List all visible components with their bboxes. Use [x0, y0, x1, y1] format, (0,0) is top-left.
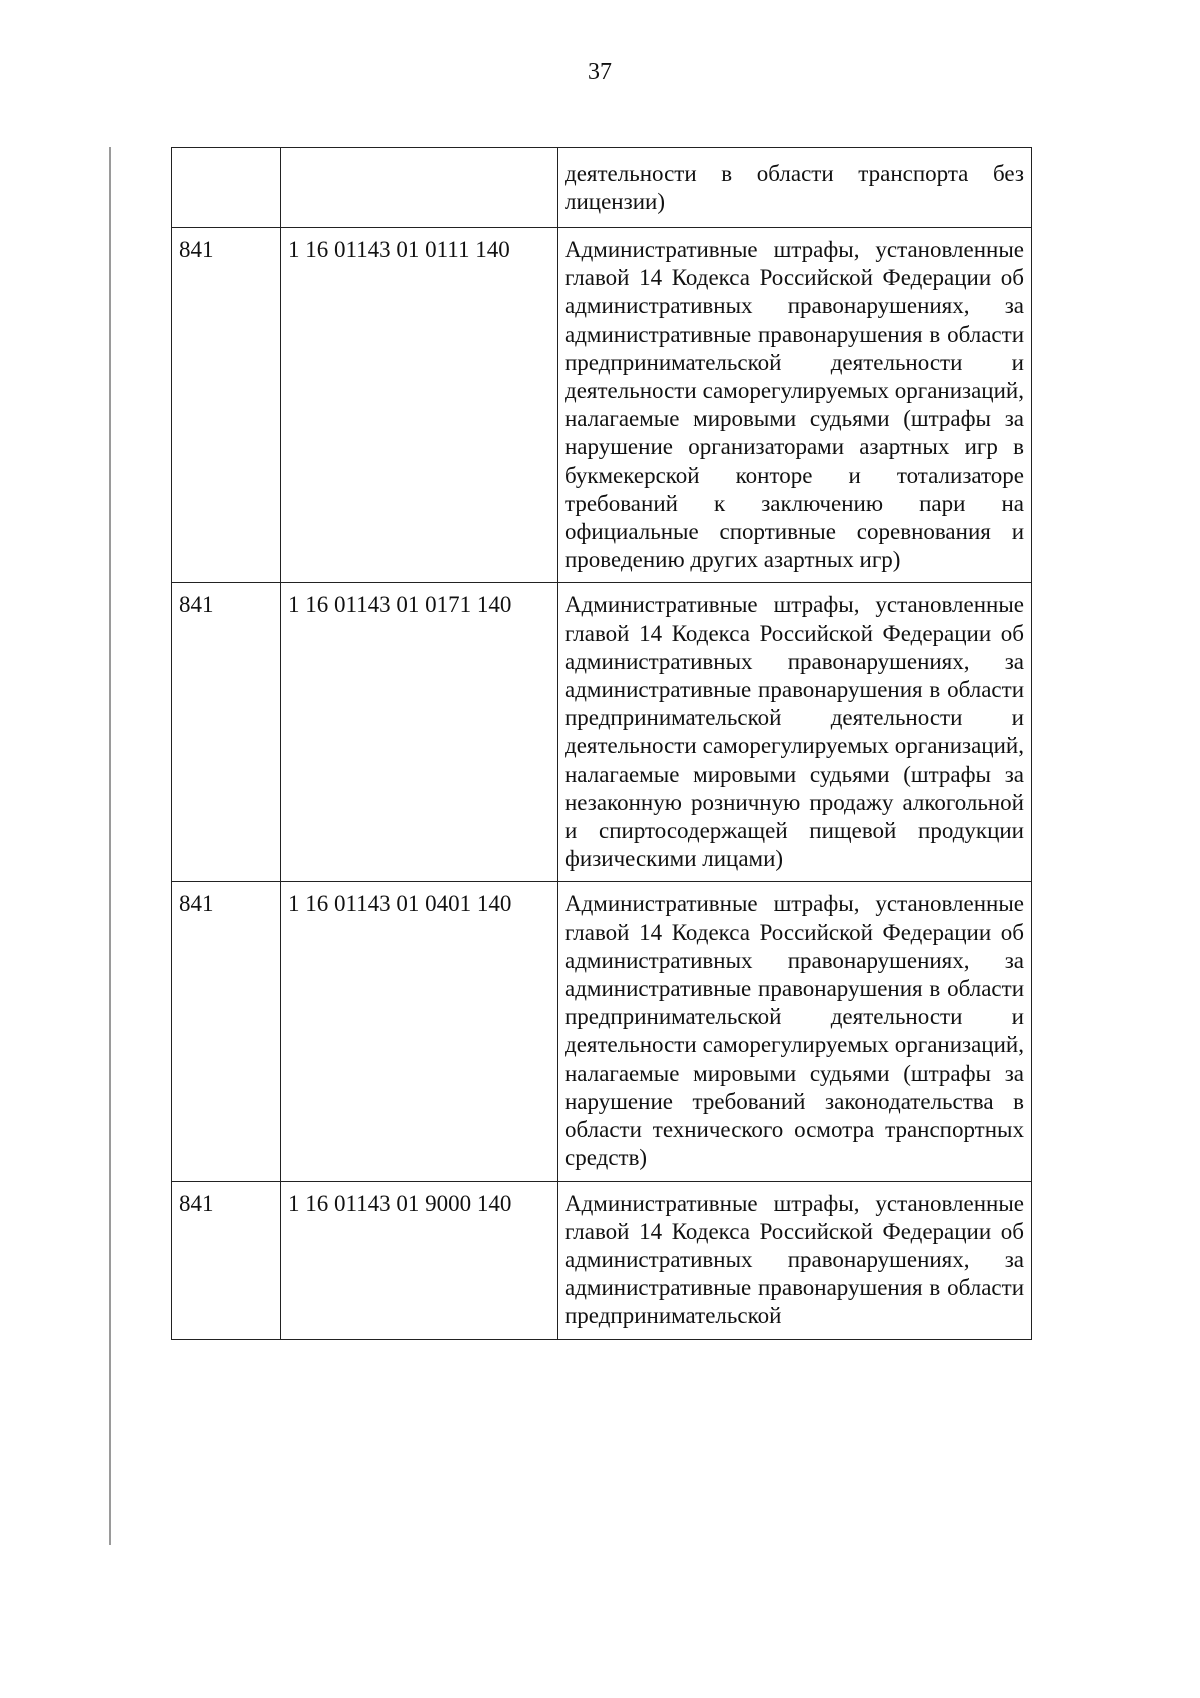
admin-code-cell: 841 [172, 228, 281, 583]
table-row [172, 228, 1032, 583]
budget-code-cell: 1 16 01143 01 0111 140 [281, 228, 558, 583]
admin-code-cell: 841 [172, 583, 281, 882]
description-cell: Административные штрафы, установленные главой 14 Кодекса Российской Федерации об административных правонарушениях, за административные правонарушения в области предпринимательской деятельности и деятельности саморегулируемых организаций, налагаемые мировыми судьями (штрафы за нарушение организаторами азартных игр в букмекерской конторе и тотализаторе требований к заключению пари на официальные спортивные соревнования и проведению других азартных игр) [558, 228, 1032, 583]
table-row [172, 1181, 1032, 1339]
admin-code-cell: 841 [172, 882, 281, 1181]
description-cell: Административные штрафы, установленные главой 14 Кодекса Российской Федерации об административных правонарушениях, за административные правонарушения в области предпринимательской [558, 1181, 1032, 1339]
description-cell: деятельности в области транспорта без лицензии) [558, 148, 1032, 228]
description-cell: Административные штрафы, установленные главой 14 Кодекса Российской Федерации об административных правонарушениях, за административные правонарушения в области предпринимательской деятельности и деятельности саморегулируемых организаций, налагаемые мировыми судьями (штрафы за незаконную розничную продажу алкогольной и спиртосодержащей пищевой продукции физическими лицами) [558, 583, 1032, 882]
admin-code-cell: 841 [172, 1181, 281, 1339]
budget-code-cell: 1 16 01143 01 0171 140 [281, 583, 558, 882]
table-row [172, 882, 1032, 1181]
budget-code-cell: 1 16 01143 01 9000 140 [281, 1181, 558, 1339]
page-number: 37 [588, 59, 612, 85]
budget-code-cell: 1 16 01143 01 0401 140 [281, 882, 558, 1181]
budget-code-cell [281, 148, 558, 228]
binding-margin-line [109, 147, 111, 1545]
budget-classification-table [171, 147, 1032, 1340]
table-row [172, 583, 1032, 882]
description-cell: Административные штрафы, установленные главой 14 Кодекса Российской Федерации об административных правонарушениях, за административные правонарушения в области предпринимательской деятельности и деятельности саморегулируемых организаций, налагаемые мировыми судьями (штрафы за нарушение требований законодательства в области технического осмотра транспортных средств) [558, 882, 1032, 1181]
admin-code-cell [172, 148, 281, 228]
table-row [172, 148, 1032, 228]
